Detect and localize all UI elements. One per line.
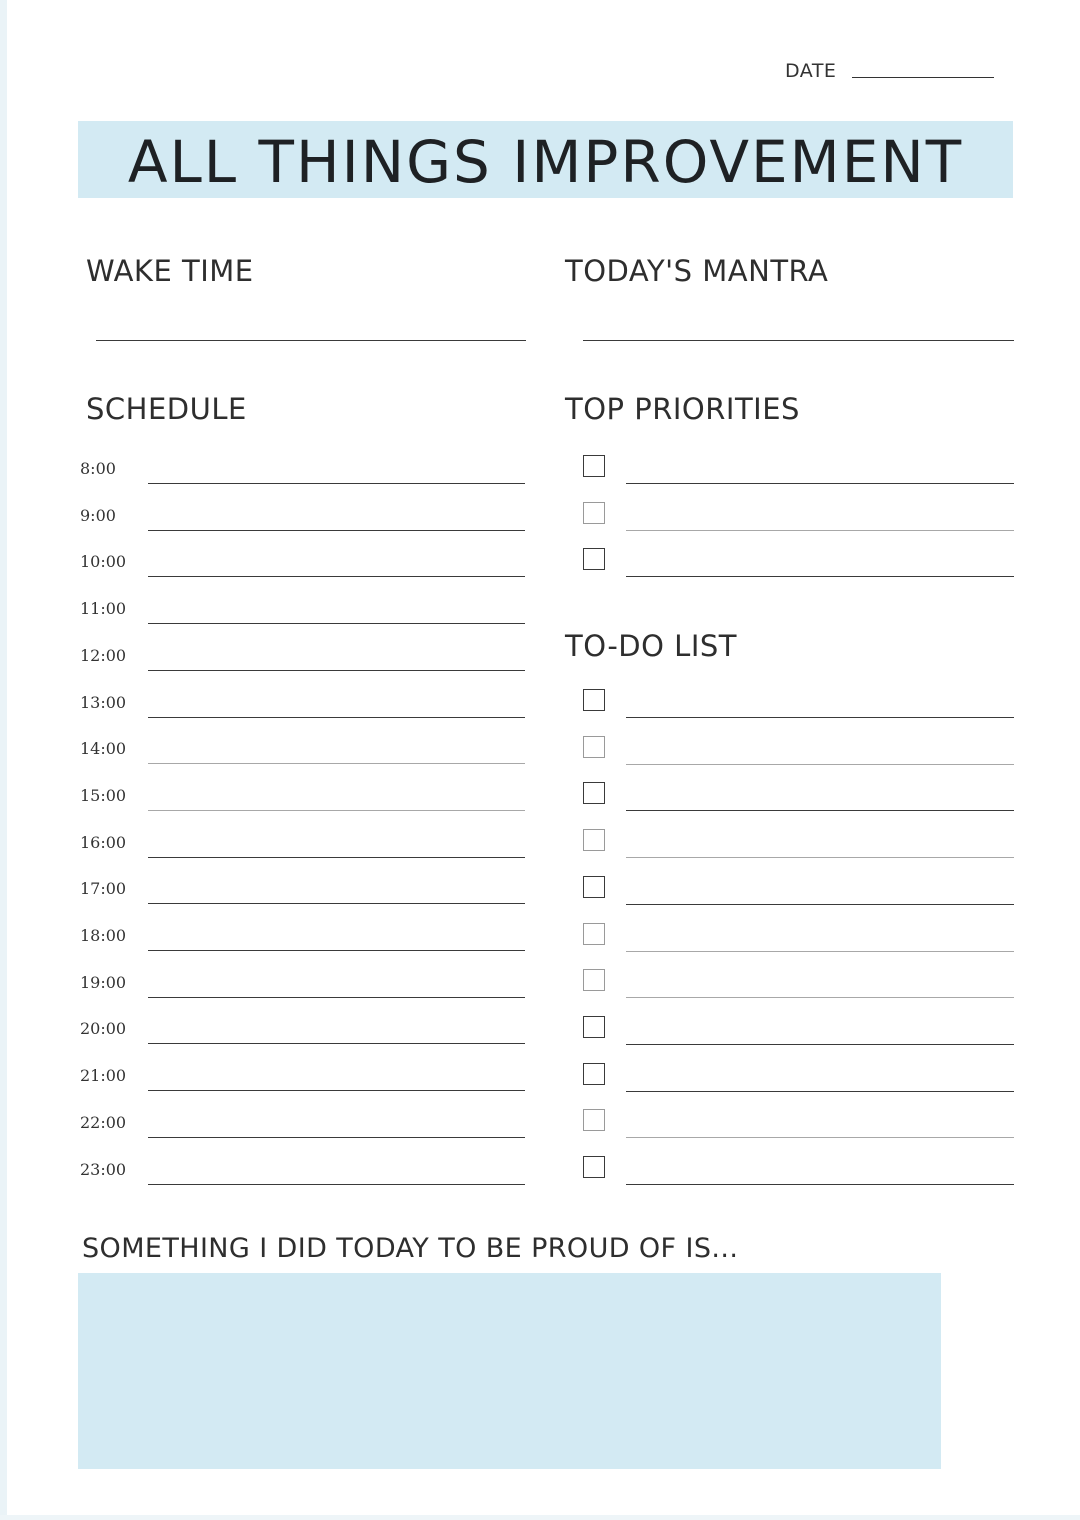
todo-entry-line[interactable] (626, 857, 1014, 858)
date-field-line[interactable] (852, 77, 994, 78)
todo-checkbox[interactable] (583, 782, 605, 804)
schedule-time-label: 23:00 (80, 1160, 127, 1179)
todo-entry-line[interactable] (626, 1091, 1014, 1092)
mantra-line[interactable] (583, 340, 1014, 341)
todo-entry-line[interactable] (626, 1184, 1014, 1185)
todo-checkbox[interactable] (583, 1156, 605, 1178)
wake-time-line[interactable] (96, 340, 526, 341)
mantra-heading: TODAY'S MANTRA (565, 254, 829, 288)
todo-heading: TO-DO LIST (565, 629, 738, 663)
todo-checkbox[interactable] (583, 736, 605, 758)
schedule-time-label: 11:00 (80, 599, 127, 618)
proud-heading: SOMETHING I DID TODAY TO BE PROUD OF IS... (82, 1233, 739, 1264)
todo-entry-line[interactable] (626, 904, 1014, 905)
priority-entry-line[interactable] (626, 576, 1014, 577)
schedule-entry-line[interactable] (148, 483, 525, 484)
schedule-time-label: 20:00 (80, 1019, 127, 1038)
title-band (78, 121, 1013, 198)
schedule-entry-line[interactable] (148, 576, 525, 577)
todo-entry-line[interactable] (626, 1044, 1014, 1045)
schedule-entry-line[interactable] (148, 810, 525, 811)
proud-writing-box[interactable] (78, 1273, 941, 1469)
priority-entry-line[interactable] (626, 530, 1014, 531)
priorities-heading: TOP PRIORITIES (565, 392, 800, 426)
schedule-time-label: 8:00 (80, 459, 116, 478)
schedule-time-label: 17:00 (80, 879, 127, 898)
priority-checkbox[interactable] (583, 455, 605, 477)
schedule-time-label: 9:00 (80, 506, 116, 525)
todo-entry-line[interactable] (626, 764, 1014, 765)
todo-checkbox[interactable] (583, 923, 605, 945)
todo-entry-line[interactable] (626, 717, 1014, 718)
schedule-time-label: 22:00 (80, 1113, 127, 1132)
schedule-time-label: 15:00 (80, 786, 127, 805)
todo-checkbox[interactable] (583, 829, 605, 851)
schedule-time-label: 12:00 (80, 646, 127, 665)
schedule-time-label: 10:00 (80, 552, 127, 571)
schedule-time-label: 19:00 (80, 973, 127, 992)
todo-checkbox[interactable] (583, 1063, 605, 1085)
schedule-entry-line[interactable] (148, 1137, 525, 1138)
schedule-entry-line[interactable] (148, 623, 525, 624)
schedule-entry-line[interactable] (148, 530, 525, 531)
schedule-entry-line[interactable] (148, 1043, 525, 1044)
todo-entry-line[interactable] (626, 997, 1014, 998)
todo-checkbox[interactable] (583, 689, 605, 711)
todo-checkbox[interactable] (583, 969, 605, 991)
date-label: DATE (785, 60, 837, 82)
page-bottom-edge (0, 1515, 1080, 1520)
schedule-time-label: 16:00 (80, 833, 127, 852)
schedule-entry-line[interactable] (148, 670, 525, 671)
wake-time-heading: WAKE TIME (86, 254, 254, 288)
schedule-entry-line[interactable] (148, 1090, 525, 1091)
todo-checkbox[interactable] (583, 876, 605, 898)
schedule-time-label: 21:00 (80, 1066, 127, 1085)
schedule-entry-line[interactable] (148, 997, 525, 998)
priority-checkbox[interactable] (583, 502, 605, 524)
schedule-entry-line[interactable] (148, 717, 525, 718)
todo-checkbox[interactable] (583, 1109, 605, 1131)
page-left-edge (0, 0, 7, 1520)
schedule-time-label: 13:00 (80, 693, 127, 712)
schedule-time-label: 18:00 (80, 926, 127, 945)
schedule-entry-line[interactable] (148, 1184, 525, 1185)
schedule-time-label: 14:00 (80, 739, 127, 758)
schedule-entry-line[interactable] (148, 903, 525, 904)
todo-checkbox[interactable] (583, 1016, 605, 1038)
schedule-entry-line[interactable] (148, 763, 525, 764)
todo-entry-line[interactable] (626, 810, 1014, 811)
schedule-entry-line[interactable] (148, 950, 525, 951)
page-title: ALL THINGS IMPROVEMENT (127, 127, 964, 196)
priority-entry-line[interactable] (626, 483, 1014, 484)
schedule-entry-line[interactable] (148, 857, 525, 858)
schedule-heading: SCHEDULE (86, 392, 247, 426)
todo-entry-line[interactable] (626, 951, 1014, 952)
priority-checkbox[interactable] (583, 548, 605, 570)
todo-entry-line[interactable] (626, 1137, 1014, 1138)
